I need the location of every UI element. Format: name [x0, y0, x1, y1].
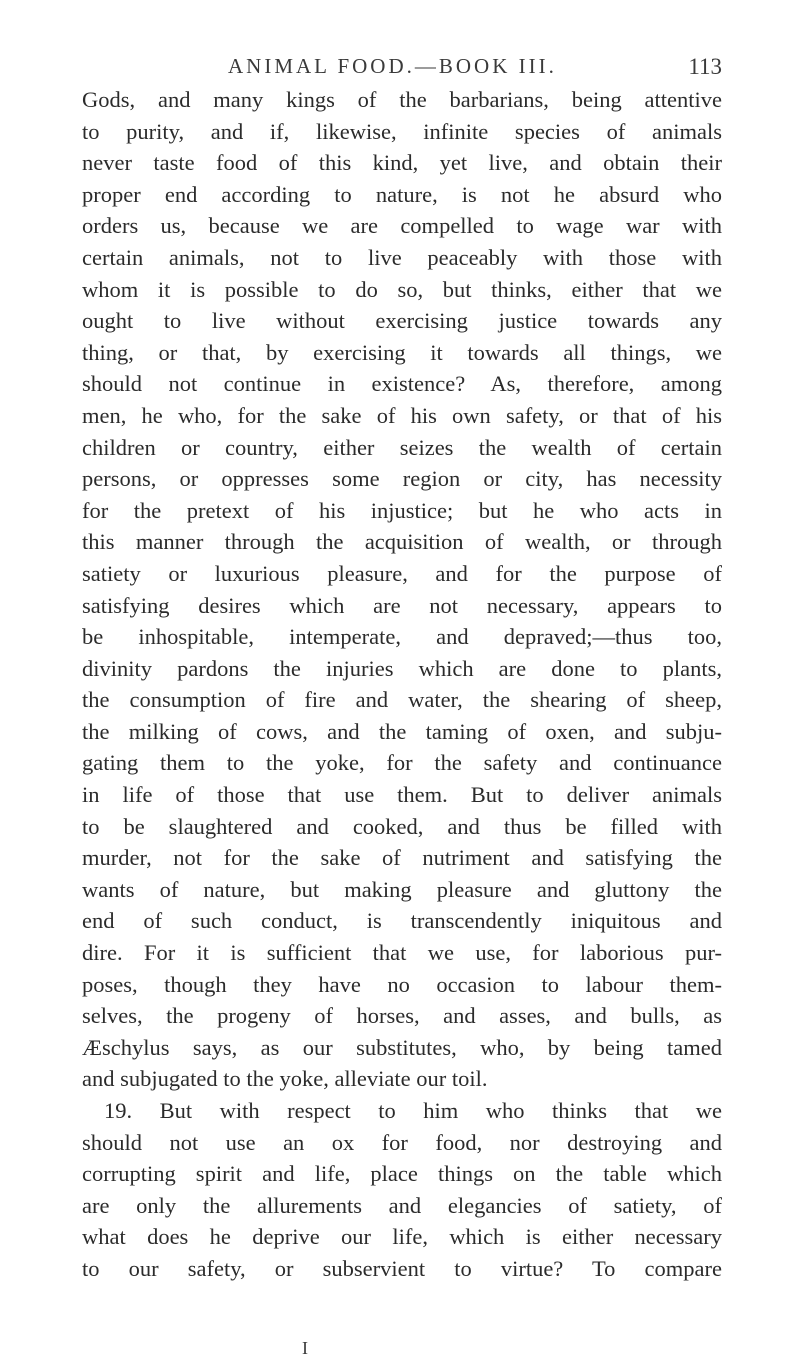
signature-mark: I	[302, 1338, 308, 1358]
text-line: are only the allurements and elegancies of satiety, of	[82, 1192, 722, 1218]
text-line: Gods, and many kings of the barbarians, being attentive	[82, 87, 722, 112]
running-head: ANIMAL FOOD.—BOOK III.	[228, 54, 557, 78]
text-line: to our safety, or subservient to virtue? To compare	[82, 1255, 722, 1281]
text-line: murder, not for the sake of nutriment and satisfying the	[82, 845, 722, 871]
text-line: what does he deprive our life, which is either necessary	[82, 1224, 722, 1250]
section-start-line: 19. But with respect to him who thinks that we	[104, 1098, 722, 1123]
text-line: for the pretext of his injustice; but he who acts in	[82, 497, 722, 523]
text-line: should not use an ox for food, nor destroying and	[82, 1129, 722, 1155]
text-line: end of such conduct, is transcendently iniquitous and	[82, 908, 722, 934]
text-line: and subjugated to the yoke, alleviate our toil.	[82, 1066, 488, 1092]
text-line: to purity, and if, likewise, infinite species of animals	[82, 118, 722, 144]
text-line: men, he who, for the sake of his own safety, or that of his	[82, 402, 722, 428]
text-line: Æschylus says, as our substitutes, who, by being tamed	[82, 1034, 722, 1060]
text-line: the milking of cows, and the taming of oxen, and subju-	[82, 718, 722, 744]
text-line: corrupting spirit and life, place things on the table which	[82, 1161, 722, 1187]
text-line: gating them to the yoke, for the safety and continuance	[82, 750, 722, 776]
text-line: never taste food of this kind, yet live, and obtain their	[82, 150, 722, 176]
text-line: satiety or luxurious pleasure, and for the purpose of	[82, 560, 722, 586]
page-number: 113	[688, 54, 722, 79]
text-line: to be slaughtered and cooked, and thus be filled with	[82, 813, 722, 839]
text-line: dire. For it is sufficient that we use, for laborious pur-	[82, 940, 722, 966]
text-line: be inhospitable, intemperate, and depraved;—thus too,	[82, 624, 722, 650]
text-line: divinity pardons the injuries which are done to plants,	[82, 655, 722, 681]
text-line: wants of nature, but making pleasure and gluttony the	[82, 876, 722, 902]
text-line: persons, or oppresses some region or city, has necessity	[82, 466, 722, 492]
text-line: certain animals, not to live peaceably with those with	[82, 244, 722, 270]
text-line: selves, the progeny of horses, and asses, and bulls, as	[82, 1003, 722, 1029]
body-text	[82, 84, 722, 1285]
text-line: children or country, either seizes the wealth of certain	[82, 434, 722, 460]
text-line: proper end according to nature, is not he absurd who	[82, 181, 722, 207]
text-line: in life of those that use them. But to deliver animals	[82, 782, 722, 808]
text-line: orders us, because we are compelled to wage war with	[82, 213, 722, 239]
text-line: ought to live without exercising justice towards any	[82, 308, 722, 334]
text-line: the consumption of fire and water, the shearing of sheep,	[82, 687, 722, 713]
text-line: satisfying desires which are not necessary, appears to	[82, 592, 722, 618]
text-line: whom it is possible to do so, but thinks, either that we	[82, 276, 722, 302]
text-line: this manner through the acquisition of wealth, or through	[82, 529, 722, 555]
text-line: poses, though they have no occasion to labour them-	[82, 971, 722, 997]
text-line: thing, or that, by exercising it towards all things, we	[82, 339, 722, 365]
text-line: should not continue in existence? As, therefore, among	[82, 371, 722, 397]
